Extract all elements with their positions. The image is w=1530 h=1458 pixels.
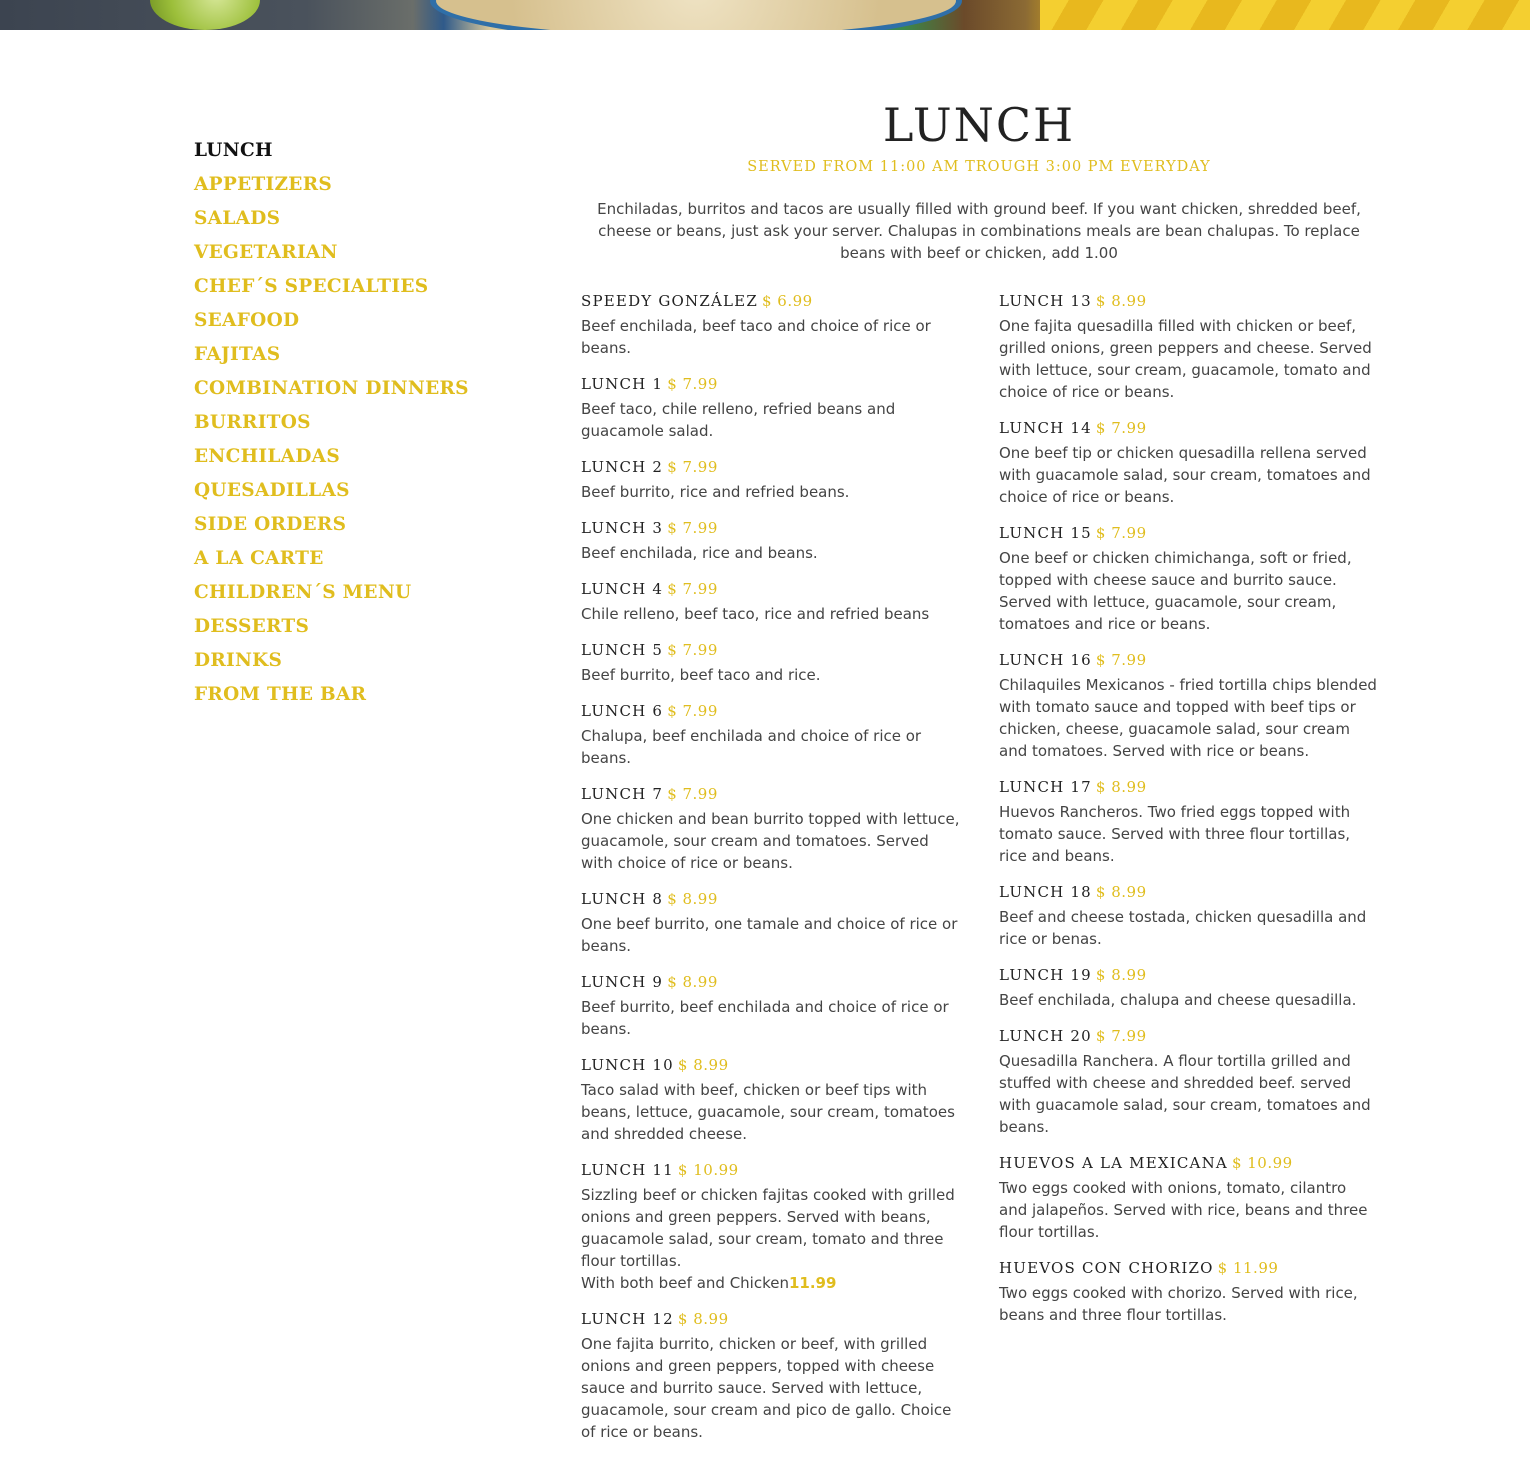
menu-item-price: $ 8.99 [677, 1056, 729, 1074]
nav-item-children-s-menu[interactable]: CHILDREN´S MENU [194, 582, 412, 603]
menu-item-price: $ 8.99 [677, 1310, 729, 1328]
menu-item-name: LUNCH 15 [999, 524, 1092, 542]
menu-item [581, 972, 961, 1040]
menu-item-description: Huevos Rancheros. Two fried eggs topped with tomato sauce. Served with three flour tortillas, rice and beans. [999, 803, 1351, 865]
menu-item-name: LUNCH 20 [999, 1027, 1092, 1045]
menu-item-name: LUNCH 17 [999, 778, 1092, 796]
nav-item-salads[interactable]: SALADS [194, 208, 281, 229]
page-title: LUNCH [882, 98, 1076, 152]
intro-text: Enchiladas, burritos and tacos are usually filled with ground beef. If you want chicken, shredded beef, cheese or beans, just ask your server. Chalupas in combinations meals are bean chalupas. To replace beans with beef or chicken, add 1.00 [597, 200, 1361, 262]
menu-item-name: LUNCH 2 [581, 458, 664, 476]
nav-item-chef-s-specialties[interactable]: CHEF´S SPECIALTIES [194, 276, 429, 297]
menu-item-description: Beef enchilada, chalupa and cheese quesadilla. [999, 991, 1357, 1009]
nav-item-quesadillas[interactable]: QUESADILLAS [194, 480, 350, 501]
menu-item-name: LUNCH 8 [581, 890, 664, 908]
menu-item-header [581, 972, 961, 992]
menu-item [581, 291, 961, 359]
nav-item-vegetarian[interactable]: VEGETARIAN [194, 242, 338, 263]
menu-item-price: $ 8.99 [667, 890, 718, 908]
nav-item-appetizers[interactable]: APPETIZERS [194, 174, 333, 195]
menu-item-header [581, 1309, 961, 1329]
nav-item-combination-dinners[interactable]: COMBINATION DINNERS [194, 378, 469, 399]
nav-item-enchiladas[interactable]: ENCHILADAS [194, 446, 340, 467]
menu-item-header [999, 523, 1379, 543]
menu-item-header [999, 882, 1379, 902]
menu-item [581, 1309, 961, 1443]
menu-item-description: One beef tip or chicken quesadilla rellena served with guacamole salad, sour cream, tomatoes and choice of rice or beans. [999, 444, 1371, 506]
menu-item-header [999, 418, 1379, 438]
menu-item-name: LUNCH 18 [999, 883, 1092, 901]
menu-item-description: Beef burrito, beef enchilada and choice of rice or beans. [581, 998, 949, 1038]
menu-item-header [999, 1026, 1379, 1046]
nav-item-drinks[interactable]: DRINKS [194, 650, 283, 671]
menu-item-description: Two eggs cooked with chorizo. Served with rice, beans and three flour tortillas. [999, 1284, 1358, 1324]
menu-item-header [581, 701, 961, 721]
menu-item-price: $ 7.99 [667, 785, 718, 803]
serving-hours-subtitle: SERVED FROM 11:00 AM TROUGH 3:00 PM EVERYDAY [747, 159, 1211, 175]
menu-item-name: LUNCH 19 [999, 966, 1092, 984]
menu-item-description: Beef burrito, beef taco and rice. [581, 666, 821, 684]
menu-item [581, 1160, 961, 1294]
menu-item-header [581, 640, 961, 660]
menu-item-price: $ 6.99 [761, 292, 813, 310]
menu-item [999, 1026, 1379, 1138]
menu-item-price: $ 11.99 [1217, 1259, 1279, 1277]
menu-item [999, 965, 1379, 1011]
menu-item-name: LUNCH 14 [999, 419, 1092, 437]
menu-category-nav [194, 134, 524, 712]
menu-item-description: Chalupa, beef enchilada and choice of rice or beans. [581, 727, 922, 767]
menu-item-description: Beef burrito, rice and refried beans. [581, 483, 850, 501]
menu-item-name: LUNCH 1 [581, 375, 664, 393]
menu-item [581, 784, 961, 874]
menu-item [581, 889, 961, 957]
menu-item [999, 1258, 1379, 1326]
menu-item-name: LUNCH 9 [581, 973, 664, 991]
menu-item-name: LUNCH 12 [581, 1310, 674, 1328]
menu-item-price: $ 7.99 [1095, 524, 1147, 542]
menu-item-name: LUNCH 11 [581, 1161, 674, 1179]
menu-item-extra-option [581, 1272, 961, 1294]
menu-item [999, 418, 1379, 508]
menu-item-name: SPEEDY GONZÁLEZ [581, 292, 758, 310]
menu-item-price: $ 7.99 [667, 641, 718, 659]
extra-option-price: 11.99 [788, 1274, 837, 1292]
menu-item-description: Two eggs cooked with onions, tomato, cilantro and jalapeños. Served with rice, beans and three flour tortillas. [999, 1179, 1368, 1241]
tortilla-chips-image [1040, 0, 1530, 30]
menu-item-name: LUNCH 7 [581, 785, 664, 803]
menu-item-header [999, 777, 1379, 797]
menu-item-name: LUNCH 6 [581, 702, 664, 720]
menu-item-name: LUNCH 16 [999, 651, 1092, 669]
nav-item-fajitas[interactable]: FAJITAS [194, 344, 281, 365]
menu-item-header [581, 1160, 961, 1180]
menu-item-price: $ 8.99 [1095, 966, 1147, 984]
menu-item [999, 650, 1379, 762]
lime-image [150, 0, 260, 30]
menu-item-price: $ 8.99 [1095, 883, 1147, 901]
menu-item-price: $ 7.99 [1095, 651, 1147, 669]
menu-item-description: Quesadilla Ranchera. A flour tortilla grilled and stuffed with cheese and shredded beef. served with guacamole salad, sour cream, tomatoes and beans. [999, 1052, 1371, 1136]
menu-item-name: LUNCH 5 [581, 641, 664, 659]
menu-item-price: $ 7.99 [667, 458, 718, 476]
menu-item [581, 640, 961, 686]
menu-column-left [581, 291, 961, 1458]
menu-item [581, 701, 961, 769]
menu-item-description: One beef or chicken chimichanga, soft or fried, topped with cheese sauce and burrito sauce. Served with lettuce, guacamole, sour cream, tomatoes and rice or beans. [999, 549, 1352, 633]
menu-item-description: Taco salad with beef, chicken or beef tips with beans, lettuce, guacamole, sour cream, tomatoes and shredded cheese. [581, 1081, 955, 1143]
menu-item-price: $ 8.99 [1095, 292, 1147, 310]
menu-item-description: Sizzling beef or chicken fajitas cooked with grilled onions and green peppers. Served with beans, guacamole salad, sour cream, tomato and three flour tortillas. [581, 1186, 955, 1270]
menu-item-description: Beef and cheese tostada, chicken quesadilla and rice or benas. [999, 908, 1367, 948]
nav-item-a-la-carte[interactable]: A LA CARTE [194, 548, 324, 569]
menu-item-price: $ 8.99 [667, 973, 718, 991]
nav-item-burritos[interactable]: BURRITOS [194, 412, 311, 433]
menu-item-header [581, 518, 961, 538]
menu-item-name: HUEVOS A LA MEXICANA [999, 1154, 1228, 1172]
menu-item-header [581, 457, 961, 477]
menu-item-header [999, 965, 1379, 985]
menu-item-price: $ 10.99 [1231, 1154, 1293, 1172]
menu-item-description: Chilaquiles Mexicanos - fried tortilla chips blended with tomato sauce and topped with beef tips or chicken, cheese, guacamole salad, sour cream and tomatoes. Served with rice or beans. [999, 676, 1377, 760]
menu-item-header [999, 1258, 1379, 1278]
menu-item-price: $ 7.99 [1095, 419, 1147, 437]
menu-item-header [999, 291, 1379, 311]
nav-item-from-the-bar[interactable]: FROM THE BAR [194, 684, 367, 705]
menu-item-name: LUNCH 13 [999, 292, 1092, 310]
menu-item-description: Chile relleno, beef taco, rice and refried beans [581, 605, 930, 623]
menu-item-description: One fajita quesadilla filled with chicken or beef, grilled onions, green peppers and cheese. Served with lettuce, sour cream, guacamole, tomato and choice of rice or beans. [999, 317, 1372, 401]
menu-item [581, 579, 961, 625]
menu-item-price: $ 7.99 [667, 375, 718, 393]
nav-item-lunch[interactable]: LUNCH [194, 140, 273, 161]
menu-item [999, 777, 1379, 867]
menu-item-price: $ 7.99 [1095, 1027, 1147, 1045]
menu-item-description: One fajita burrito, chicken or beef, with grilled onions and green peppers, topped with cheese sauce and burrito sauce. Served with lettuce, guacamole, sour cream and pico de gallo. Choice of rice or beans. [581, 1335, 952, 1441]
menu-item-name: LUNCH 3 [581, 519, 664, 537]
menu-item-description: One chicken and bean burrito topped with lettuce, guacamole, sour cream and tomatoes. Served with choice of rice or beans. [581, 810, 960, 872]
nav-item-seafood[interactable]: SEAFOOD [194, 310, 300, 331]
menu-item-header [581, 374, 961, 394]
menu-item-header [999, 650, 1379, 670]
menu-item-price: $ 7.99 [667, 519, 718, 537]
menu-item-description: Beef enchilada, rice and beans. [581, 544, 818, 562]
nav-item-desserts[interactable]: DESSERTS [194, 616, 310, 637]
menu-column-right [999, 291, 1379, 1341]
menu-item-name: LUNCH 10 [581, 1056, 674, 1074]
menu-item-name: HUEVOS CON CHORIZO [999, 1259, 1214, 1277]
menu-item-header [999, 1153, 1379, 1173]
menu-item-header [581, 1055, 961, 1075]
menu-item-price: $ 10.99 [677, 1161, 739, 1179]
guacamole-plate-image [430, 0, 962, 30]
menu-item [581, 1055, 961, 1145]
menu-item [581, 457, 961, 503]
menu-item [999, 1153, 1379, 1243]
menu-item [581, 374, 961, 442]
nav-item-side-orders[interactable]: SIDE ORDERS [194, 514, 347, 535]
extra-option-text: With both beef and Chicken [581, 1274, 789, 1292]
menu-item [999, 882, 1379, 950]
hero-banner-image [0, 0, 1530, 30]
menu-item-price: $ 7.99 [667, 702, 718, 720]
menu-item-description: Beef taco, chile relleno, refried beans and guacamole salad. [581, 400, 896, 440]
menu-item-description: One beef burrito, one tamale and choice of rice or beans. [581, 915, 958, 955]
menu-item [581, 518, 961, 564]
menu-item-price: $ 7.99 [667, 580, 718, 598]
menu-item-description: Beef enchilada, beef taco and choice of rice or beans. [581, 317, 931, 357]
menu-item-header [581, 579, 961, 599]
menu-item [999, 291, 1379, 403]
menu-item [999, 523, 1379, 635]
menu-item-price: $ 8.99 [1095, 778, 1147, 796]
menu-item-name: LUNCH 4 [581, 580, 664, 598]
menu-item-header [581, 784, 961, 804]
menu-item-header [581, 291, 961, 311]
menu-item-header [581, 889, 961, 909]
